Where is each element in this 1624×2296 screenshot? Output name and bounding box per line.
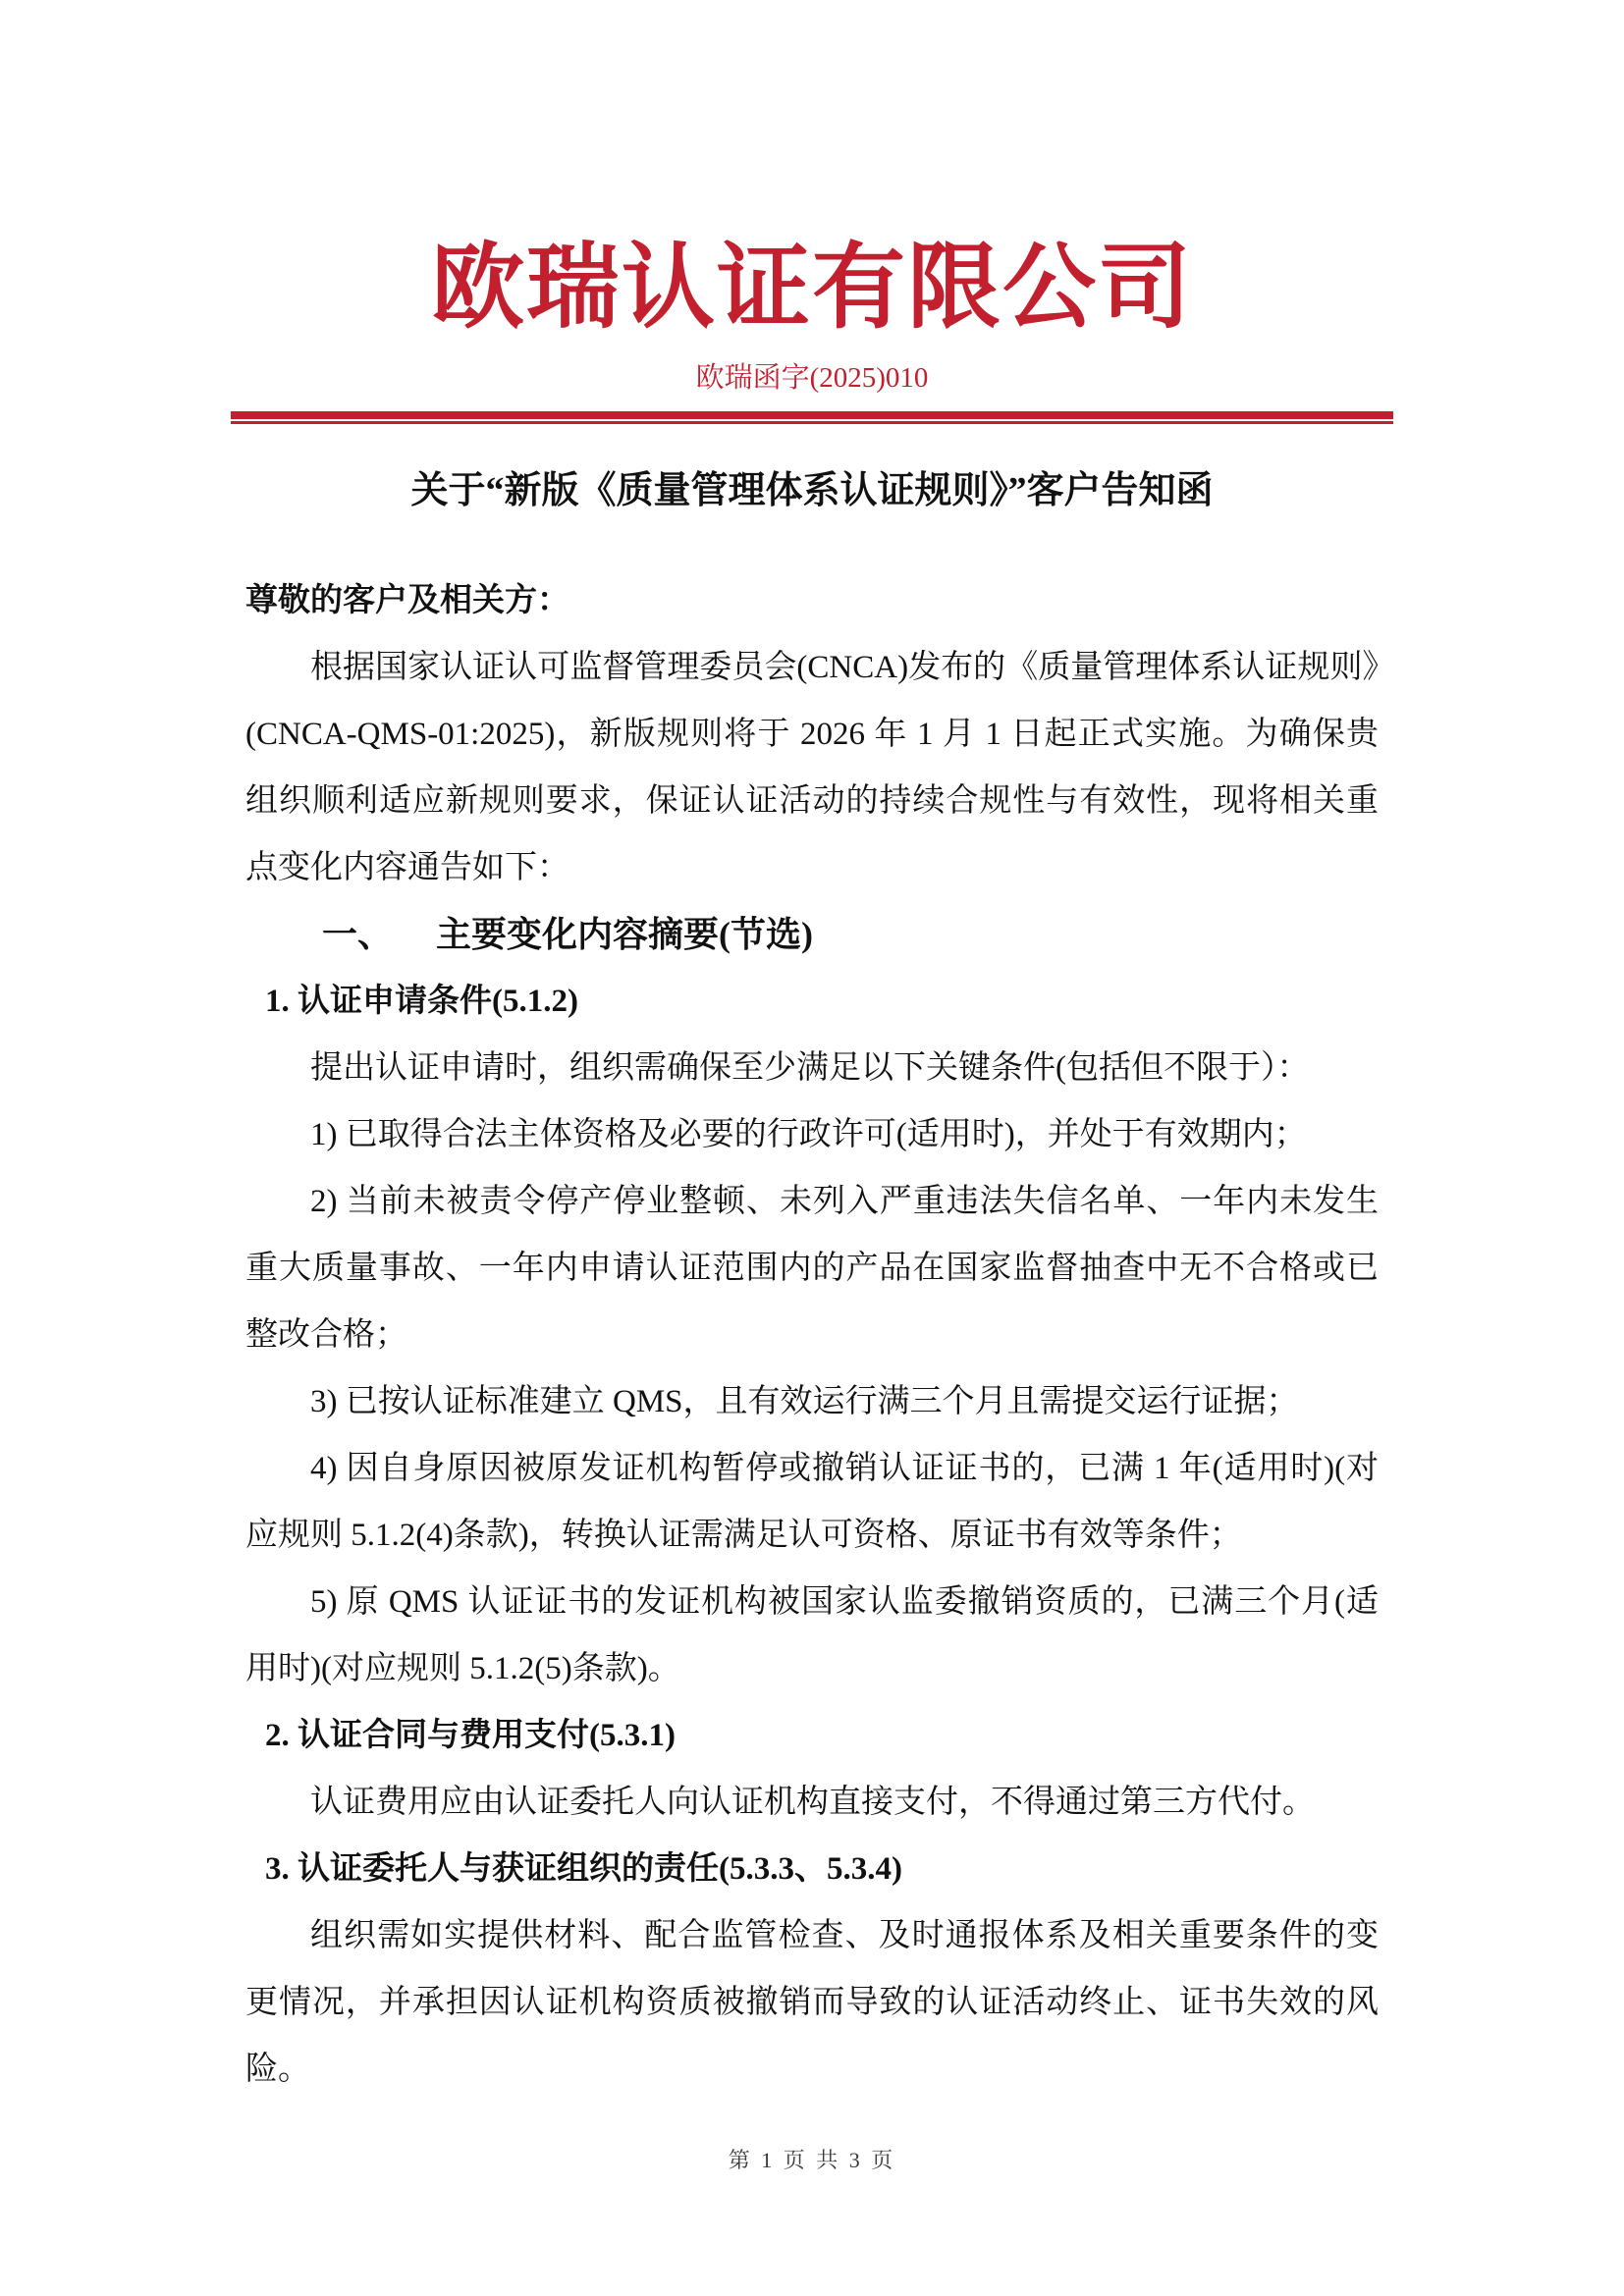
subsection-3-heading: 3. 认证委托人与获证组织的责任(5.3.3、5.3.4) xyxy=(265,1850,902,1887)
subsection-2-paragraph: 认证费用应由认证委托人向认证机构直接支付，不得通过第三方代付。 xyxy=(310,1784,1315,1820)
section-number: 一、 xyxy=(322,914,394,954)
subsection-1-item-5: 5) 原 QMS 认证证书的发证机构被国家认监委撤销资质的，已满三个月(适用时)(对应规则 5.1.2(5)条款)。 xyxy=(245,1583,1379,1686)
subsection-1-heading: 1. 认证申请条件(5.1.2) xyxy=(265,983,578,1019)
letter-body xyxy=(245,567,1379,2103)
letterhead xyxy=(245,236,1379,424)
page-footer: 第 1 页 共 3 页 xyxy=(728,2148,896,2172)
subsection-1-item-2: 2) 当前未被责令停产停业整顿、未列入严重违法失信名单、一年内未发生重大质量事故、一年内申请认证范围内的产品在国家监督抽查中无不合格或已整改合格； xyxy=(245,1183,1379,1353)
subsection-1-item-1: 1) 已取得合法主体资格及必要的行政许可(适用时)，并处于有效期内； xyxy=(310,1116,1307,1152)
company-name: 欧瑞认证有限公司 xyxy=(430,236,1193,340)
document-content xyxy=(0,236,1624,2103)
section-title: 主要变化内容摘要(节选) xyxy=(436,914,813,954)
subsection-1-paragraph: 提出认证申请时，组织需确保至少满足以下关键条件(包括但不限于）： xyxy=(310,1049,1310,1086)
subsection-1-item-3: 3) 已按认证标准建立 QMS，且有效运行满三个月且需提交运行证据； xyxy=(310,1383,1299,1419)
subsection-2-heading: 2. 认证合同与费用支付(5.3.1) xyxy=(265,1717,676,1753)
subsection-3-paragraph: 组织需如实提供材料、配合监管检查、及时通报体系及相关重要条件的变更情况，并承担因认证机构资质被撤销而导致的认证活动终止、证书失效的风险。 xyxy=(245,1917,1379,2087)
doc-number: 欧瑞函字(2025)010 xyxy=(695,361,929,394)
letterhead-divider xyxy=(231,411,1393,424)
letter-title: 关于“新版《质量管理体系认证规则》”客户告知函 xyxy=(410,469,1214,511)
subsection-1-item-4: 4) 因自身原因被原发证机构暂停或撤销认证证书的，已满 1 年(适用时)(对应规则 5.1.2(4)条款)，转换认证需满足认可资格、原证书有效等条件； xyxy=(245,1450,1379,1553)
salutation: 尊敬的客户及相关方： xyxy=(245,582,569,618)
intro-paragraph: 根据国家认证认可监督管理委员会(CNCA)发布的《质量管理体系认证规则》(CNCA-QMS-01:2025)，新版规则将于 2026 年 1 月 1 日起正式实施。为确保贵组织顺利适应新规则要求，保证认证活动的持续合规性与有效性，现将相关重点变化内容通告如下： xyxy=(245,649,1379,885)
section-heading xyxy=(322,901,1379,968)
